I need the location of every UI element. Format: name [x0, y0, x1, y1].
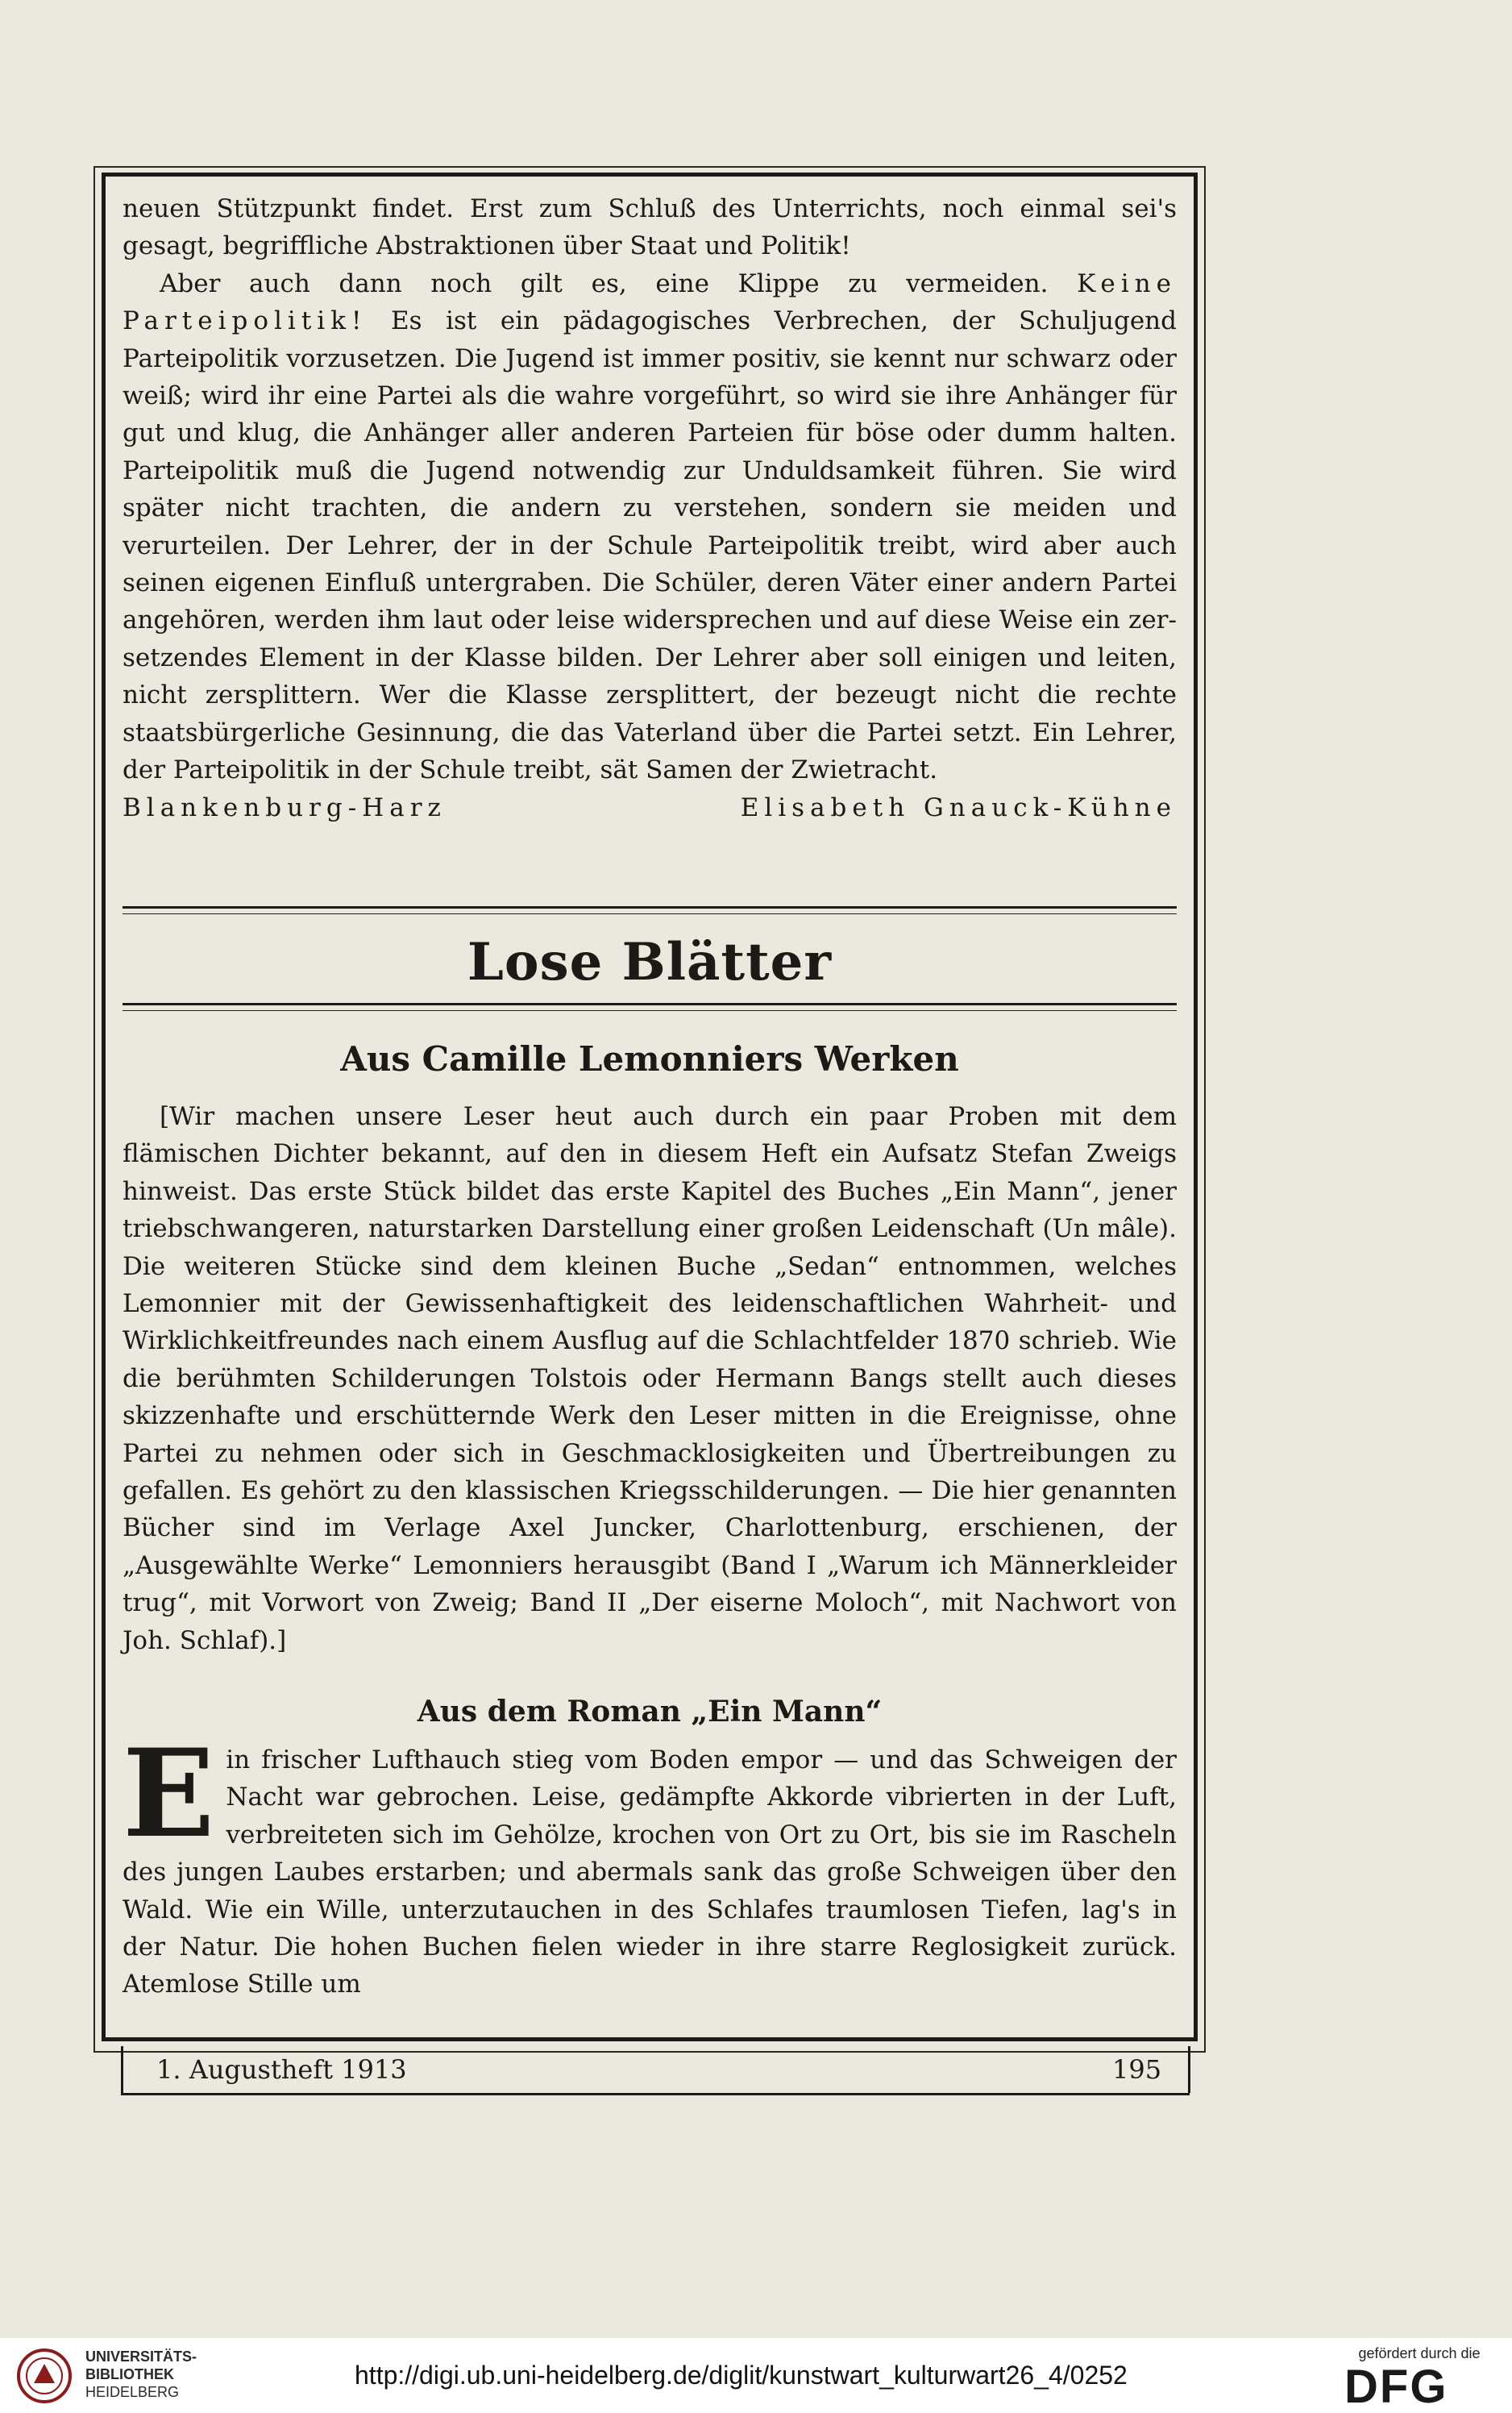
- permalink-url[interactable]: http://digi.ub.uni-heidelberg.de/diglit/kunstwart_kulturwart26_4/0252: [355, 2361, 1128, 2390]
- library-line-2: BIBLIOTHEK: [85, 2366, 174, 2382]
- section-rule-top: [123, 906, 1177, 914]
- story-block: [123, 1723, 1177, 2003]
- section-rule-bottom: [123, 1003, 1177, 1011]
- article-paragraph-2: [123, 265, 1177, 789]
- story-text: in frischer Lufthauch stieg vom Boden empor — und das Schweigen der Nacht war gebrochen. Leise, gedämpfte Akkorde vibrierten in der Luft, verbreiteten sich im Gehölze, krochen von Ort zu Ort, bis sie im Rascheln des jungen Laubes erstarben; und abermals sank das große Schweigen über den Wald. Wie ein Wille, unterzutauchen in des Schlafes traumlosen Tiefen, lag's in der Natur. Die hohen Buchen fielen wieder in ihre starre Reglosigkeit zurück. Atemlose Stille um: [123, 1745, 1177, 1999]
- intro-paragraph: [Wir machen unsere Leser heut auch durch ein paar Proben mit dem flämischen Dichter bekannt, auf den in diesem Heft ein Aufsatz Stefan Zweigs hinweist. Das erste Stück bildet das erste Kapitel des Buches „Ein Mann“, jener triebschwangeren, naturstarken Darstellung einer großen Leidenschaft (Un mâle). Die weiteren Stücke sind dem kleinen Buche „Sedan“ entnommen, welches Lemonnier mit der Gewissenhaftigkeit des leidenschaftlichen Wahrheit- und Wirklichkeitfreundes nach einem Ausflug auf die Schlachtfelder 1870 schrieb. Wie die berühmten Schilderungen Tolstois oder Hermann Bangs stellt auch dieses skizzenhafte und erschütternde Werk den Leser mitten in die Ereignisse, ohne Partei zu nehmen oder sich in Geschmacklosigkeiten und Übertreibungen zu gefallen. Es gehört zu den klassischen Kriegsschilderungen. — Die hier genannten Bücher sind im Verlage Axel Juncker, Charlottenburg, erschienen, der „Ausgewählte Werke“ Lemonniers herausgibt (Band I „Warum ich Männerkleider trug“, mit Vorwort von Zweig; Band II „Der eiserne Moloch“, mit Nachwort von Joh. Schlaf).]: [123, 1102, 1177, 1655]
- footer-bar-right: [1188, 2046, 1190, 2093]
- signature-place: Blankenburg-Harz: [123, 793, 447, 822]
- signature-author: Elisabeth Gnauck-Kühne: [740, 793, 1177, 822]
- library-line-3: HEIDELBERG: [85, 2384, 180, 2400]
- paragraph-2-rest: Es ist ein pädagogisches Verbrechen, der Schuljugend Parteipolitik vorzusetzen. Die Jugend ist immer positiv, sie kennt nur schwarz oder weiß; wird ihr eine Partei als die wahre vorgeführt, so wird sie ihre Anhänger für gut und klug, die Anhänger aller anderen Parteien für böse oder dumm halten. Parteipolitik muß die Jugend notwendig zur Unduldsamkeit führen. Sie wird später nicht trachten, die andern zu verstehen, sondern sie meiden und verurteilen. Der Lehrer, der in der Schule Parteipolitik treibt, wird aber auch seinen eigenen Einfluß untergraben. Die Schüler, deren Väter einer andern Partei angehören, werden ihm laut oder leise widersprechen und auf diese Weise ein zersetzendes Element in der Klasse bilden. Der Lehrer aber soll einigen und leiten, nicht zersplittern. Wer die Klasse zersplittert, der bezeugt nicht die rechte staatsbürgerliche Gesinnung, die das Vaterland über die Partei setzt. Ein Lehrer, der Parteipolitik in der Schule treibt, sät Samen der Zwietracht.: [123, 306, 1177, 785]
- section-title: Lose Blätter: [467, 932, 833, 992]
- footer-bar-left: [121, 2046, 123, 2093]
- article-paragraph-1: neuen Stützpunkt findet. Erst zum Schluß des Unterrichts, noch einmal sei's gesagt, begriffliche Abstraktionen über Staat und Politik!: [123, 194, 1177, 261]
- library-line-1: UNIVERSITÄTS-: [85, 2349, 197, 2365]
- section-subtitle: Aus Camille Lemonniers Werken: [340, 1039, 959, 1079]
- library-logo-text: [85, 2348, 197, 2401]
- article-top: [123, 190, 1177, 826]
- signature-row: [123, 789, 1177, 826]
- drop-cap: E: [123, 1723, 215, 1865]
- story-paragraph: [123, 1723, 1177, 2003]
- footer-issue: 1. Augustheft 1913: [156, 2054, 407, 2085]
- story-title: Aus dem Roman „Ein Mann“: [417, 1695, 883, 1729]
- intro-block: [123, 1098, 1177, 1659]
- university-seal-icon: [16, 2348, 76, 2404]
- dfg-logo: DFG: [1344, 2361, 1448, 2413]
- emphasis-keine-parteipolitik: Keine Parteipolitik!: [123, 268, 1177, 336]
- paragraph-2-start: Aber auch dann noch gilt es, eine Klippe zu vermeiden.: [160, 268, 1049, 298]
- footer-page-number: 195: [1112, 2054, 1162, 2085]
- funded-by-label: gefördert durch die: [1358, 2345, 1481, 2361]
